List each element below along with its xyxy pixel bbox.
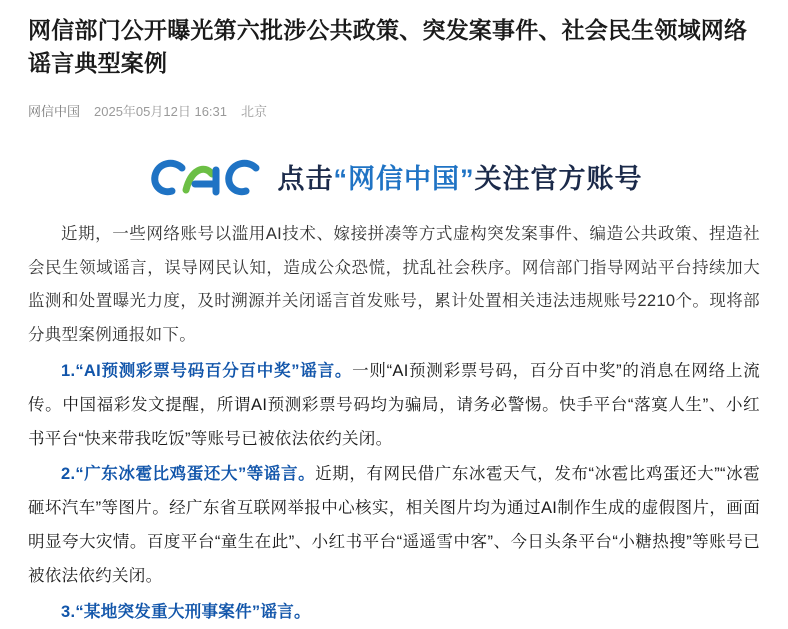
paragraph-case-2 (28, 458, 760, 593)
page-title: 网信部门公开曝光第六批涉公共政策、突发案事件、社会民生领域网络谣言典型案例 (28, 17, 748, 77)
paragraph-intro: 近期，一些网络账号以滥用AI技术、嫁接拼凑等方式虚构突发案事件、编造公共政策、捏造社会民生领域谣言，误导网民认知，造成公众恐慌，扰乱社会秩序。网信部门指导网站平台持续加大监测和处置曝光力度，及时溯源并关闭谣言首发账号，累计处置相关违法违规账号2210个。现将部分典型案例通报如下。 (28, 224, 760, 345)
banner-text-click (278, 157, 643, 196)
case-1-heading: 1.“AI预测彩票号码百分百中奖”谣言。 (61, 361, 353, 380)
meta-source: 网信中国 (28, 103, 81, 119)
case-2-heading: 2.“广东冰雹比鸡蛋还大”等谣言。 (61, 465, 316, 484)
article-meta (28, 101, 760, 120)
banner-prefix: 点击 (277, 164, 334, 195)
case-3-heading: 3.“某地突发重大刑事案件”谣言。 (61, 602, 311, 621)
meta-datetime: 2025年05月12日 16:31 (94, 103, 227, 119)
meta-location: 北京 (241, 103, 268, 119)
paragraph-case-1 (28, 355, 760, 456)
banner-suffix: 关注官方账号 (474, 164, 643, 195)
article-body (28, 218, 760, 629)
cac-logo-icon (146, 154, 264, 200)
banner-account-name: “网信中国” (333, 164, 475, 195)
case-2-text: 近期，有网民借广东冰雹天气，发布“冰雹比鸡蛋还大”“冰雹砸坏汽车”等图片。经广东省互联网举报中心核实，相关图片均为通过AI制作生成的虚假图片，画面明显夸大灾情。百度平台“童生在此”、小红书平台“遥遥雪中客”、今日头条平台“小糖热搜”等账号已被依法依约关闭。 (28, 465, 760, 585)
paragraph-case-3 (28, 596, 760, 629)
case-1-text: 一则“AI预测彩票号码，百分百中奖”的消息在网络上流传。中国福彩发文提醒，所谓AI预测彩票号码均为骗局，请务必警惕。快手平台“落寞人生”、小红书平台“快来带我吃饭”等账号已被依法依约关闭。 (28, 361, 760, 448)
cac-follow-banner[interactable] (28, 146, 760, 208)
